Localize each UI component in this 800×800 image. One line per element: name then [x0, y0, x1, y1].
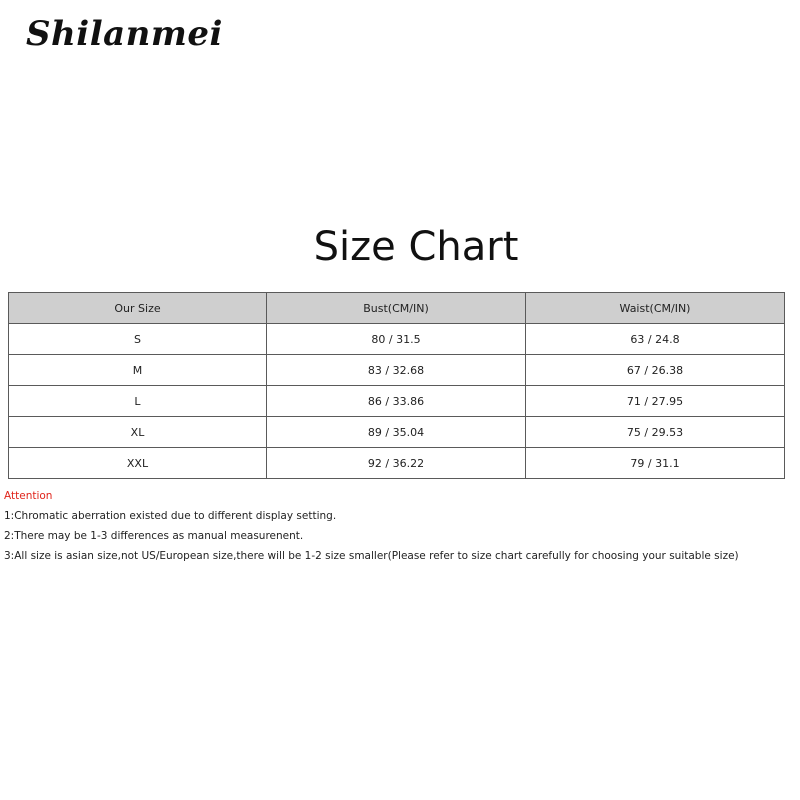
- table-row: [9, 417, 785, 448]
- note-line: 1:Chromatic aberration existed due to different display setting.: [4, 510, 337, 522]
- cell-waist: 75 / 29.53: [526, 417, 785, 448]
- brand-logo: Shilanmei: [26, 14, 223, 54]
- cell-size: L: [9, 386, 267, 417]
- size-chart-table: [8, 292, 785, 479]
- cell-size: S: [9, 324, 267, 355]
- header-size: Our Size: [9, 293, 267, 324]
- cell-bust: 86 / 33.86: [267, 386, 526, 417]
- header-waist: Waist(CM/IN): [526, 293, 785, 324]
- cell-waist: 63 / 24.8: [526, 324, 785, 355]
- table-row: [9, 324, 785, 355]
- cell-size: XXL: [9, 448, 267, 479]
- table-row: [9, 355, 785, 386]
- cell-waist: 71 / 27.95: [526, 386, 785, 417]
- cell-bust: 83 / 32.68: [267, 355, 526, 386]
- cell-waist: 79 / 31.1: [526, 448, 785, 479]
- table-row: [9, 448, 785, 479]
- table-row: [9, 386, 785, 417]
- cell-bust: 80 / 31.5: [267, 324, 526, 355]
- note-line: 2:There may be 1-3 differences as manual measurenent.: [4, 530, 304, 542]
- table-header-row: [9, 293, 785, 324]
- attention-notes: [4, 488, 794, 568]
- cell-bust: 89 / 35.04: [267, 417, 526, 448]
- header-bust: Bust(CM/IN): [267, 293, 526, 324]
- page-title: Size Chart: [313, 224, 519, 270]
- attention-heading: Attention: [4, 490, 53, 502]
- cell-size: M: [9, 355, 267, 386]
- note-line: 3:All size is asian size,not US/European size,there will be 1-2 size smaller(Please refer to size chart carefully for choosing your suitable size): [4, 550, 739, 562]
- cell-bust: 92 / 36.22: [267, 448, 526, 479]
- cell-size: XL: [9, 417, 267, 448]
- cell-waist: 67 / 26.38: [526, 355, 785, 386]
